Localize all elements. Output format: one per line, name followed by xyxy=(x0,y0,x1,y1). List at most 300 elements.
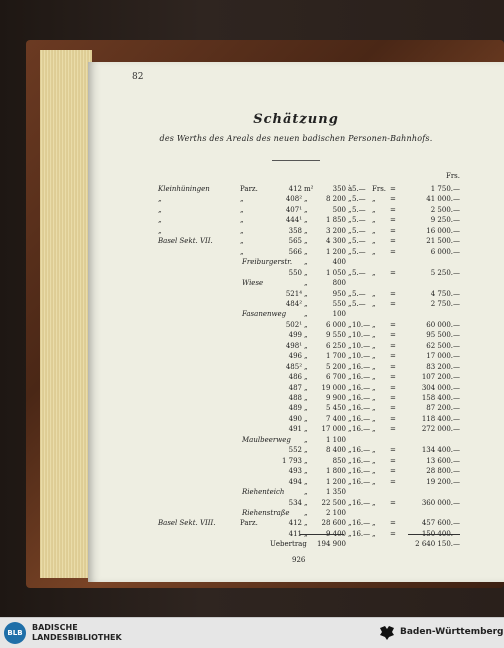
page-title: Schätzung xyxy=(253,112,339,127)
table-row xyxy=(0,456,504,466)
cell-cur: „ xyxy=(372,205,376,214)
cell-area: 4 300 xyxy=(325,237,346,246)
cell-cur: „ xyxy=(372,394,376,402)
cell-area: 19 000 xyxy=(321,383,346,392)
cell-total: 19 200.— xyxy=(426,477,460,486)
cell-eq: = xyxy=(390,185,396,193)
cell-area: 28 600 xyxy=(321,519,346,528)
cell-cur: „ xyxy=(372,289,376,298)
cell-eq: = xyxy=(390,341,396,350)
cell-total: 83 200.— xyxy=(426,362,460,371)
cell-num: 412 xyxy=(288,519,302,528)
cell-m: m² xyxy=(304,185,314,193)
cell-sub: Fasanenweg xyxy=(242,310,287,319)
cell-m: „ xyxy=(304,414,308,423)
cell-price: 16.— xyxy=(352,456,371,465)
cell-cur: „ xyxy=(372,299,376,308)
cell-cur: „ xyxy=(372,456,376,465)
cell-sep: „ xyxy=(348,383,352,392)
cell-m: „ xyxy=(304,289,308,298)
cell-eq: = xyxy=(390,383,396,392)
cell-cur: „ xyxy=(372,414,376,423)
cell-sep: „ xyxy=(348,425,352,434)
table-row xyxy=(0,435,504,445)
cell-eq: = xyxy=(390,205,396,214)
cell-price: 16.— xyxy=(352,414,371,423)
cell-num: 491 xyxy=(288,425,302,434)
cell-total: 6 000.— xyxy=(430,247,460,256)
cell-total: 60 000.— xyxy=(426,320,460,329)
cell-sep: „ xyxy=(348,404,352,413)
cell-m: „ xyxy=(304,195,308,204)
cell-num: 484² xyxy=(285,299,302,308)
cell-num: 566 xyxy=(288,247,302,256)
cell-price: 16.— xyxy=(352,362,371,371)
table-row xyxy=(0,351,504,361)
table-row xyxy=(0,477,504,487)
cell-sep: „ xyxy=(348,467,352,476)
cell-eq: = xyxy=(390,216,396,225)
cell-num: 550 xyxy=(288,268,302,277)
cell-cur: „ xyxy=(372,331,376,340)
cell-total: 2 640 150.— xyxy=(415,540,460,549)
cell-price: 16.— xyxy=(352,498,371,507)
cell-m: „ xyxy=(304,498,308,507)
cell-sep: „ xyxy=(348,529,352,538)
cell-sep: „ xyxy=(348,289,352,298)
cell-price: 16.— xyxy=(352,477,371,486)
table-row xyxy=(0,247,504,257)
cell-cur: „ xyxy=(372,352,376,361)
cell-area: 3 200 xyxy=(325,226,346,235)
cell-num: 552 xyxy=(288,446,302,455)
cell-total: 360 000.— xyxy=(421,498,460,507)
cell-area: 1 800 xyxy=(325,467,346,476)
library-footer xyxy=(0,617,504,648)
cell-cur: „ xyxy=(372,404,376,413)
cell-total: 4 750.— xyxy=(430,289,460,298)
table-row xyxy=(0,299,504,309)
cell-parz: Parz. xyxy=(240,519,258,528)
cell-num: 498¹ xyxy=(285,341,302,350)
cell-sep: „ xyxy=(348,362,352,371)
cell-sub: Riehenteich xyxy=(242,488,285,497)
cell-total: 150 400.— xyxy=(421,529,460,538)
cell-num: 488 xyxy=(288,394,302,402)
table-row xyxy=(0,330,504,340)
table-row xyxy=(0,309,504,319)
cell-area: 950 xyxy=(332,289,346,298)
cell-cur: „ xyxy=(372,477,376,486)
cell-price: 10.— xyxy=(352,331,371,340)
table-row xyxy=(0,184,504,194)
cell-area: 5 450 xyxy=(325,404,346,413)
currency-header-row xyxy=(0,171,504,181)
cell-sep: „ xyxy=(348,331,352,340)
cell-price: 16.— xyxy=(352,394,371,402)
cell-total: 17 000.— xyxy=(426,352,460,361)
cell-area: 7 400 xyxy=(325,414,346,423)
cell-parz: Parz. xyxy=(240,185,258,193)
cell-m: „ xyxy=(304,362,308,371)
cell-sep: „ xyxy=(348,226,352,235)
cell-m: „ xyxy=(304,247,308,256)
cell-eq: = xyxy=(390,226,396,235)
cell-area: 350 xyxy=(332,185,346,193)
cell-price: 10.— xyxy=(352,320,371,329)
cell-num: 493 xyxy=(288,467,302,476)
library-name-line2: LANDESBIBLIOTHEK xyxy=(32,633,122,642)
cell-total: 2 750.— xyxy=(430,299,460,308)
cell-cur: „ xyxy=(372,446,376,455)
cell-m: „ xyxy=(304,237,308,246)
cell-m: „ xyxy=(304,320,308,329)
cell-price: 5.— xyxy=(352,195,366,204)
cell-cur: „ xyxy=(372,373,376,382)
cell-m: „ xyxy=(304,299,308,308)
title-rule xyxy=(272,160,320,161)
cell-num: 444¹ xyxy=(285,216,302,225)
cell-eq: = xyxy=(390,247,396,256)
cell-sep: „ xyxy=(348,205,352,214)
cell-m: „ xyxy=(304,268,308,277)
library-name[interactable] xyxy=(32,623,122,643)
cell-total: 457 600.— xyxy=(421,519,460,528)
cell-cur: „ xyxy=(372,425,376,434)
cell-loc: Kleinhüningen xyxy=(158,185,210,193)
cell-m: „ xyxy=(304,331,308,340)
cell-num: 1 793 xyxy=(281,456,302,465)
table-row xyxy=(0,268,504,278)
cell-price: 16.— xyxy=(352,519,371,528)
cell-total: 16 000.— xyxy=(426,226,460,235)
cell-total: 134 400.— xyxy=(421,446,460,455)
cell-m: „ xyxy=(304,258,308,267)
cell-num: 521⁴ xyxy=(285,289,302,298)
cell-sep: „ xyxy=(348,446,352,455)
cell-area: 6 700 xyxy=(325,373,346,382)
table-row xyxy=(0,362,504,372)
cell-total: 13 600.— xyxy=(426,456,460,465)
cell-m: „ xyxy=(304,519,308,528)
cell-parz: „ xyxy=(240,195,244,204)
cell-num: 412 xyxy=(288,185,302,193)
cell-price: 16.— xyxy=(352,467,371,476)
table-row xyxy=(0,518,504,528)
cell-sep: „ xyxy=(348,477,352,486)
footer-number-row xyxy=(0,555,504,565)
cell-total: 21 500.— xyxy=(426,237,460,246)
cell-num: 486 xyxy=(288,373,302,382)
cell-cur: „ xyxy=(372,320,376,329)
cell-area: 9 550 xyxy=(325,331,346,340)
cell-sep: „ xyxy=(348,195,352,204)
cell-price: 5.— xyxy=(352,289,366,298)
cell-eq: = xyxy=(390,456,396,465)
cell-price: 10.— xyxy=(352,352,371,361)
cell-area: 9 900 xyxy=(325,394,346,402)
cell-area: 550 xyxy=(332,299,346,308)
currency-header: Frs. xyxy=(445,172,460,180)
cell-m: „ xyxy=(304,352,308,361)
cell-eq: = xyxy=(390,352,396,361)
cell-num: 490 xyxy=(288,414,302,423)
cell-total: 1 750.— xyxy=(430,185,460,193)
cell-eq: = xyxy=(390,299,396,308)
cell-area: 100 xyxy=(332,310,346,319)
cell-num: Uebertrag xyxy=(270,540,307,549)
cell-m: „ xyxy=(304,341,308,350)
cell-total: 9 250.— xyxy=(430,216,460,225)
cell-price: 5.— xyxy=(352,247,366,256)
cell-price: 16.— xyxy=(352,446,371,455)
cell-eq: = xyxy=(390,425,396,434)
cell-num: 496 xyxy=(288,352,302,361)
cell-num: 502¹ xyxy=(285,320,302,329)
cell-parz: „ xyxy=(240,247,244,256)
table-row xyxy=(0,226,504,236)
library-name-line1: BADISCHE xyxy=(32,623,78,632)
table-row xyxy=(0,215,504,225)
table-row xyxy=(0,278,504,288)
cell-area: 17 000 xyxy=(321,425,346,434)
cell-total: 2 500.— xyxy=(430,205,460,214)
cell-sep: „ xyxy=(348,320,352,329)
cell-eq: = xyxy=(390,446,396,455)
blb-logo[interactable]: BLB xyxy=(4,622,26,644)
cell-parz: „ xyxy=(240,216,244,225)
cell-num: 494 xyxy=(288,477,302,486)
cell-total: 158 400.— xyxy=(421,394,460,402)
cell-area: 1 200 xyxy=(325,477,346,486)
cell-eq: = xyxy=(390,519,396,528)
cell-num: 411 xyxy=(288,529,302,538)
cell-area: 8 400 xyxy=(325,446,346,455)
cell-m: „ xyxy=(304,446,308,455)
cell-area: 1 050 xyxy=(325,268,346,277)
table-row xyxy=(0,539,504,549)
table-row xyxy=(0,487,504,497)
cell-cur: „ xyxy=(372,237,376,246)
cell-num: 408² xyxy=(285,195,302,204)
cell-eq: = xyxy=(390,320,396,329)
cell-price: 16.— xyxy=(352,383,371,392)
cell-area: 500 xyxy=(332,205,346,214)
cell-m: „ xyxy=(304,310,308,319)
cell-sub: Maulbeerweg xyxy=(242,435,291,444)
table-row xyxy=(0,289,504,299)
cell-m: „ xyxy=(304,467,308,476)
cell-eq: = xyxy=(390,394,396,402)
cell-sep: „ xyxy=(348,519,352,528)
table-row xyxy=(0,257,504,267)
cell-parz: „ xyxy=(240,226,244,235)
cell-area: 6 250 xyxy=(325,341,346,350)
cell-cur: „ xyxy=(372,362,376,371)
cell-area: 6 000 xyxy=(325,320,346,329)
cell-price: 5.— xyxy=(352,216,366,225)
cell-m: „ xyxy=(304,508,308,517)
cell-sep: „ xyxy=(348,237,352,246)
cell-total: 5 250.— xyxy=(430,268,460,277)
cell-m: „ xyxy=(304,226,308,235)
cell-eq: = xyxy=(390,373,396,382)
cell-sub: Wiese xyxy=(242,279,264,288)
cell-m: „ xyxy=(304,373,308,382)
cell-cur: „ xyxy=(372,529,376,538)
cell-m: „ xyxy=(304,456,308,465)
cell-parz: „ xyxy=(240,205,244,214)
table-row xyxy=(0,383,504,393)
cell-area: 8 200 xyxy=(325,195,346,204)
cell-price: 16.— xyxy=(352,373,371,382)
cell-loc: „ xyxy=(158,195,162,204)
area-sum-line xyxy=(300,534,344,535)
cell-sep: „ xyxy=(348,268,352,277)
cell-eq: = xyxy=(390,331,396,340)
cell-total: 87 200.— xyxy=(426,404,460,413)
cell-m: „ xyxy=(304,477,308,486)
cell-eq: = xyxy=(390,268,396,277)
cell-num: 565 xyxy=(288,237,302,246)
cell-price: 5.— xyxy=(352,205,366,214)
cell-loc: Basel Sekt. VII. xyxy=(158,237,213,246)
state-name[interactable]: Baden-Württemberg xyxy=(400,627,504,637)
cell-cur: „ xyxy=(372,383,376,392)
cell-area: 800 xyxy=(332,279,346,288)
cell-loc: Basel Sekt. VIII. xyxy=(158,519,216,528)
cell-m: „ xyxy=(304,404,308,413)
cell-m: „ xyxy=(304,529,308,538)
page-subtitle: des Werths des Areals des neuen badischen Personen-Bahnhofs. xyxy=(159,134,433,143)
cell-area: 9 400 xyxy=(325,529,346,538)
table-row xyxy=(0,341,504,351)
table-row xyxy=(0,445,504,455)
table-row xyxy=(0,498,504,508)
cell-area: 850 xyxy=(332,456,346,465)
cell-total: 62 500.— xyxy=(426,341,460,350)
cell-eq: = xyxy=(390,237,396,246)
cell-m: „ xyxy=(304,425,308,434)
cell-eq: = xyxy=(390,362,396,371)
cell-sep: „ xyxy=(348,373,352,382)
cell-eq: = xyxy=(390,404,396,413)
cell-sep: „ xyxy=(348,394,352,402)
cell-num: 534 xyxy=(288,498,302,507)
cell-num: 487 xyxy=(288,383,302,392)
cell-num: 407¹ xyxy=(285,205,302,214)
cell-sep: „ xyxy=(348,299,352,308)
cell-price: 5.— xyxy=(352,299,366,308)
cell-total: 95 500.— xyxy=(426,331,460,340)
cell-total: 272 000.— xyxy=(421,425,460,434)
table-row xyxy=(0,205,504,215)
cell-area: 5 200 xyxy=(325,362,346,371)
cell-eq: = xyxy=(390,467,396,476)
cell-price: 5.— xyxy=(352,237,366,246)
cell-parz: „ xyxy=(240,237,244,246)
cell-num: 499 xyxy=(288,331,302,340)
cell-loc: „ xyxy=(158,205,162,214)
cell-cur: „ xyxy=(372,195,376,204)
table-row xyxy=(0,236,504,246)
cell-m: „ xyxy=(304,205,308,214)
cell-area: 1 100 xyxy=(325,435,346,444)
cell-eq: = xyxy=(390,529,396,538)
cell-sep: à xyxy=(348,185,353,193)
cell-cur: „ xyxy=(372,467,376,476)
cell-area: 194 900 xyxy=(317,540,346,549)
cell-total: 118 400.— xyxy=(421,414,460,423)
table-row xyxy=(0,424,504,434)
cell-price: 16.— xyxy=(352,529,371,538)
cell-m: „ xyxy=(304,435,308,444)
cell-total: 304 000.— xyxy=(421,383,460,392)
sheet-number: 926 xyxy=(292,556,306,564)
cell-area: 22 500 xyxy=(321,498,346,507)
cell-cur: „ xyxy=(372,498,376,507)
cell-eq: = xyxy=(390,289,396,298)
cell-area: 2 100 xyxy=(325,508,346,517)
cell-sep: „ xyxy=(348,456,352,465)
cell-cur: „ xyxy=(372,216,376,225)
cell-sep: „ xyxy=(348,498,352,507)
cell-price: 5.— xyxy=(352,226,366,235)
cell-area: 400 xyxy=(332,258,346,267)
cell-num: 489 xyxy=(288,404,302,413)
cell-num: 485² xyxy=(285,362,302,371)
table-row xyxy=(0,393,504,403)
cell-price: 16.— xyxy=(352,425,371,434)
table-row xyxy=(0,194,504,204)
cell-area: 1 200 xyxy=(325,247,346,256)
page-number: 82 xyxy=(132,72,144,82)
cell-area: 1 350 xyxy=(325,488,346,497)
cell-loc: „ xyxy=(158,226,162,235)
cell-sep: „ xyxy=(348,216,352,225)
cell-eq: = xyxy=(390,498,396,507)
cell-price: 5.— xyxy=(352,185,366,193)
cell-eq: = xyxy=(390,195,396,204)
cell-price: 10.— xyxy=(352,341,371,350)
cell-area: 1 700 xyxy=(325,352,346,361)
cell-m: „ xyxy=(304,383,308,392)
cell-total: 107 200.— xyxy=(421,373,460,382)
cell-m: „ xyxy=(304,488,308,497)
table-row xyxy=(0,414,504,424)
table-row xyxy=(0,466,504,476)
cell-eq: = xyxy=(390,477,396,486)
table-row xyxy=(0,372,504,382)
cell-cur: „ xyxy=(372,268,376,277)
cell-total: 41 000.— xyxy=(426,195,460,204)
table-row xyxy=(0,403,504,413)
table-row xyxy=(0,320,504,330)
cell-eq: = xyxy=(390,414,396,423)
state-emblem-icon xyxy=(378,625,396,641)
cell-num: 358 xyxy=(288,226,302,235)
cell-sub: Freiburgerstr. xyxy=(242,258,293,267)
cell-total: 28 800.— xyxy=(426,467,460,476)
cell-sep: „ xyxy=(348,414,352,423)
cell-cur: „ xyxy=(372,341,376,350)
cell-m: „ xyxy=(304,216,308,225)
cell-sep: „ xyxy=(348,352,352,361)
cell-cur: „ xyxy=(372,519,376,528)
cell-cur: Frs. xyxy=(372,185,387,193)
table-row xyxy=(0,508,504,518)
total-sum-line xyxy=(408,534,460,535)
